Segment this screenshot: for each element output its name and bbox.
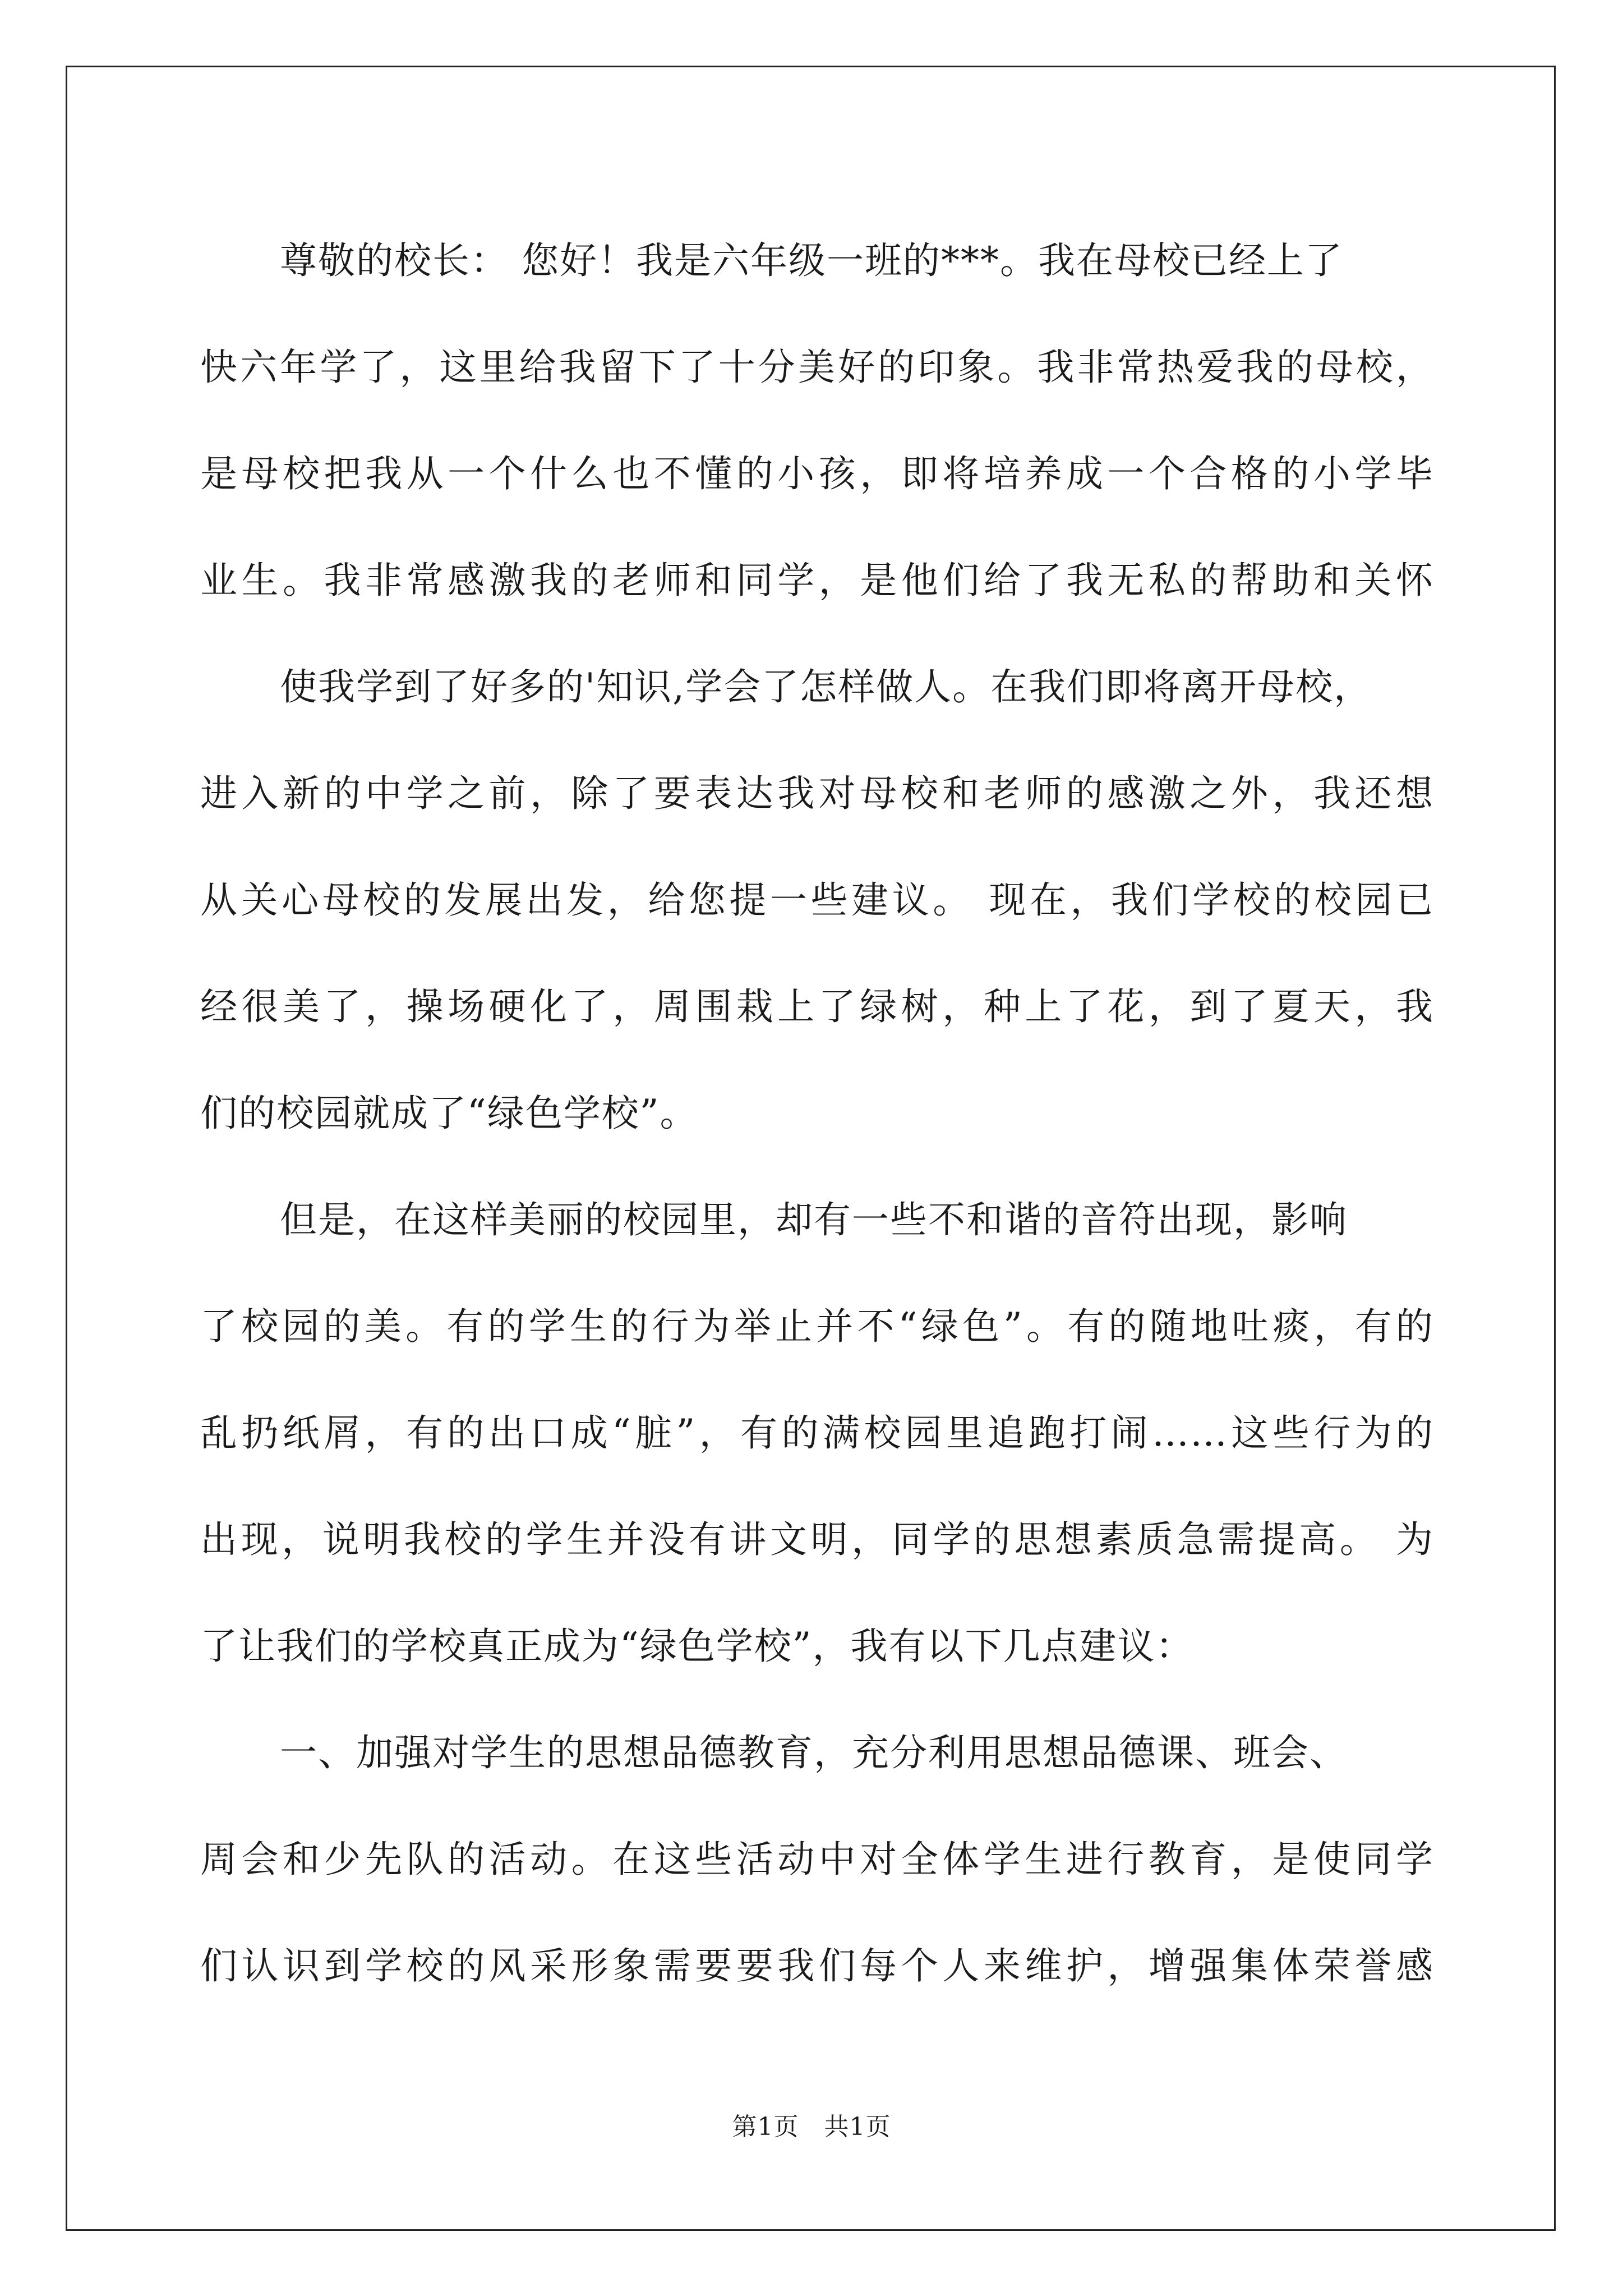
text-line: 们的校园就成了“绿色学校”。 (200, 1092, 698, 1135)
document-body (200, 208, 1434, 2019)
text-line: 了校园的美。有的学生的行为举止并不“绿色”。有的随地吐痰，有的 (200, 1305, 1434, 1348)
text-line: 快六年学了，这里给我留下了十分美好的印象。我非常热爱我的母校， (200, 346, 1434, 389)
text-line: 了让我们的学校真正成为“绿色学校”，我有以下几点建议： (200, 1625, 1194, 1668)
text-line: 出现，说明我校的学生并没有讲文明，同学的思想素质急需提高。 为 (200, 1518, 1434, 1561)
text-line: 从关心母校的发展出发，给您提一些建议。 现在，我们学校的校园已 (200, 878, 1434, 922)
text-line: 周会和少先队的活动。在这些活动中对全体学生进行教育，是使同学 (200, 1838, 1434, 1881)
text-line: 一、加强对学生的思想品德教育，充分利用思想品德课、班会、 (280, 1731, 1348, 1774)
text-line: 经很美了，操场硬化了，周围栽上了绿树，种上了花，到了夏天，我 (200, 985, 1434, 1028)
text-line: 尊敬的校长： 您好！我是六年级一班的***。我在母校已经上了 (280, 239, 1343, 282)
text-line: 们认识到学校的风采形象需要要我们每个人来维护，增强集体荣誉感 (200, 1944, 1434, 1987)
page-number-footer: 第1页 共1页 (732, 2113, 891, 2141)
text-line: 使我学到了好多的'知识,学会了怎样做人。在我们即将离开母校， (280, 665, 1372, 708)
text-line: 是母校把我从一个什么也不懂的小孩，即将培养成一个合格的小学毕 (200, 452, 1434, 495)
text-line: 进入新的中学之前，除了要表达我对母校和老师的感激之外，我还想 (200, 772, 1434, 815)
text-line: 业生。我非常感激我的老师和同学，是他们给了我无私的帮助和关怀 (200, 559, 1434, 602)
text-line: 乱扔纸屑，有的出口成“脏”，有的满校园里追跑打闹……这些行为的 (200, 1411, 1434, 1455)
text-line: 但是，在这样美丽的校园里，却有一些不和谐的音符出现，影响 (280, 1198, 1348, 1241)
